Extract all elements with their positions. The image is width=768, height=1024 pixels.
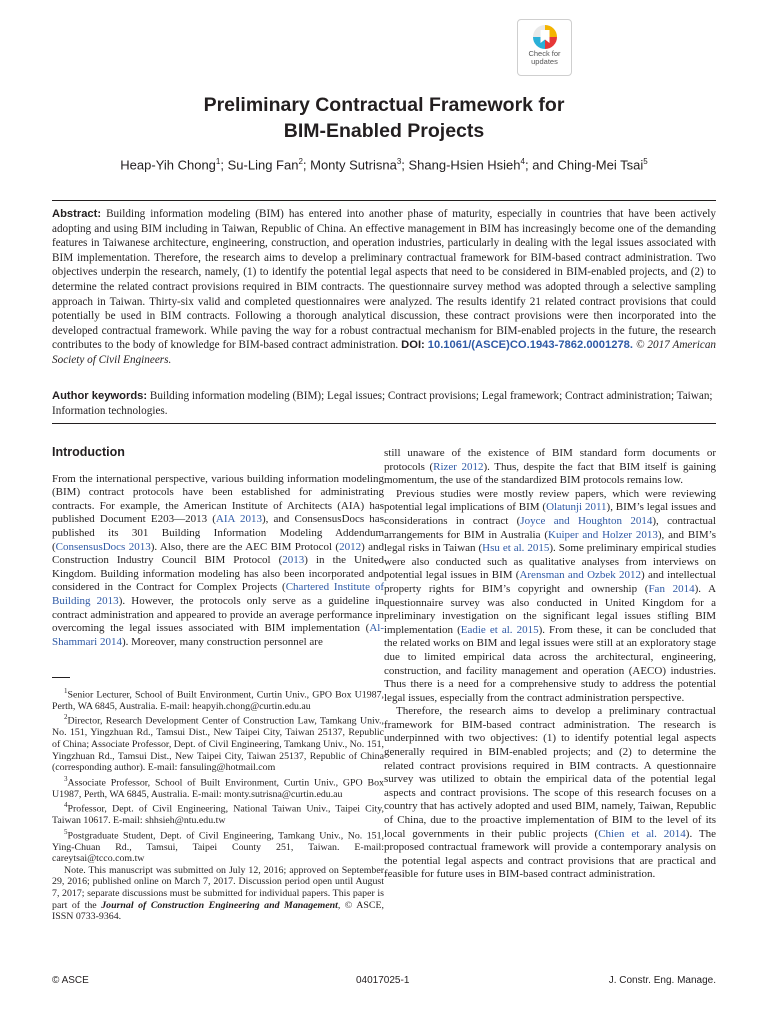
citation-link[interactable]: Hsu et al. 2015 (482, 542, 550, 555)
footer-publisher: © ASCE (52, 975, 89, 986)
abstract (52, 207, 716, 368)
citation-link[interactable]: Chien et al. 2014 (598, 827, 686, 840)
citation-link[interactable]: ConsensusDocs 2013 (55, 540, 151, 553)
footnote (52, 712, 384, 773)
footnote-text: Postgraduate Student, Dept. of Civil Engineering, Tamkang Univ., No. 151, Ying-Chuan Rd., Tamsui, Taipei County 251, Taiwan. E-mail: careytsai@tcco.com.tw (52, 830, 384, 865)
citation-link[interactable]: AIA 2013 (215, 513, 262, 526)
author-keywords (52, 389, 716, 418)
keywords-label: Author keywords: (52, 390, 148, 402)
paragraph: Therefore, the research aims to develop a preliminary contractual framework for BIM-based contract administration. The research is underpinned with two objectives: (1) to identify potential legal aspects generally required in BIM-enabled projects; and (2) to determine the related contract provisions required in BIM contracts. A questionnaire survey was utilized to obtain the empirical data of the potential legal aspects and contract provisions. The scope of this research focuses on a country that has actively adopted and used BIM, namely, Taiwan, Republic of China, due to the proactive implementation of BIM to the level of its local governments in their public projects (Chien et al. 2014). The proposed contractual framework will provide a contemporary analysis on the potential legal aspects and contract provisions that are practical and feasible for future uses in BIM-based contract administration. (384, 705, 717, 881)
author-name: Monty Sutrisna (310, 157, 397, 173)
paragraph: Previous studies were mostly review papers, which were reviewing potential legal implications of BIM (Olatunji 2011), BIM’s legal issues and considerations in contract (Joyce and Houghton 2014), contractual arrangements for BIM in Australia (Kuiper and Holzer 2013), and BIM’s legal risks in Taiwan (Hsu et al. 2015). Some preliminary empirical studies were also conducted such as qualitative analyses from interviews on potential legal issues in BIM (Arensman and Ozbek 2012) and intellectual property rights for BIM’s copyright and ownership (Fan 2014). A questionnaire survey was also conducted in United Kingdom for a preliminary investigation on the significant legal issues stifling BIM implementation (Eadie et al. 2015). From these, it can be concluded that the related works on BIM and legal issues were still at an exploratory stage due to limited empirical data across the architectural, engineering, construction, and facility management and operation (AECO) industries. Thus there is a need for a comprehensive study to address the potential legal issues, especially from the contract administration perspective. (384, 487, 717, 704)
citation-link[interactable]: Joyce and Houghton 2014 (520, 514, 653, 527)
right-column (384, 447, 716, 882)
abstract-text: Building information modeling (BIM) has entered into another phase of maturity, especially in countries that have been actively adopting and using BIM including in Taiwan, Republic of China. An effective management in BIM has increasingly become one of the demanding features in Taiwanese architecture, engineering, construction, and operation industries, particularly in dealing with the legal issues associated with BIM implementation. Therefore, the research aims to develop a preliminary contractual framework for BIM-based contract administration. Two objectives underpin the research, namely, (1) to identify the potential legal aspects that need to be considered in BIM-enabled projects, and (2) to determine the related contract provisions required in BIM contracts. The questionnaire survey method was adopted through a selective sampling approach in Taiwan. Thirty-six valid and completed questionnaires were analyzed. The results identify 21 related contract provisions that could potentially be used in BIM contracts. Following a thorough analytical discussion, these contract provisions were then incorporated into the developed contractual framework. While paving the way for a robust contractual mechanism for BIM-enabled projects in the future, the research contributes to the body of knowledge for BIM-based contract administration. (52, 208, 717, 352)
citation-link[interactable]: 2013 (282, 554, 305, 567)
abstract-bottom-rule (52, 423, 716, 424)
title-line2: BIM-Enabled Projects (283, 120, 485, 142)
citation-link[interactable]: 2012 (339, 540, 362, 553)
author-affiliation-mark: 1 (215, 157, 221, 166)
author-affiliation-mark: 2 (298, 157, 303, 166)
citation-link[interactable]: Chartered Institute of Building 2013 (52, 581, 384, 607)
footnote-text: Associate Professor, School of Built Environment, Curtin Univ., GPO Box U1987, Perth, WA 6845, Australia. E-mail: monty.sutrisna@curtin.edu.au (52, 777, 384, 800)
journal-name: Journal of Construction Engineering and Management (101, 899, 338, 911)
footnote-text: Senior Lecturer, School of Built Environment, Curtin Univ., GPO Box U1987, Perth, WA 6845, Australia. E-mail: heapyih.chong@curtin.edu.au (52, 689, 384, 712)
citation-link[interactable]: Olatunji 2011 (546, 501, 607, 514)
author-affiliation-mark: 4 (520, 157, 525, 166)
paragraph: still unaware of the existence of BIM standard form documents or protocols (Rizer 2012). Thus, despite the fact that BIM itself is gaining momentum, the use of the standardized BIM protocols remains low. (384, 447, 716, 487)
title-line1: Preliminary Contractual Framework for (203, 94, 565, 116)
footnote (52, 827, 384, 865)
footnote (52, 686, 384, 712)
author-name: Heap-Yih Chong (120, 157, 216, 173)
check-for-updates-badge[interactable] (517, 19, 572, 76)
footnote (52, 774, 384, 800)
author-list: Heap-Yih Chong$^1$; Su-Ling Fan$^2$; Monty Sutrisna$^3$; Shang-Hsien Hsieh$^4$; and Ching-Mei Tsai$^5$ (120, 157, 648, 173)
citation-link[interactable]: Fan 2014 (648, 582, 695, 595)
badge-text-line2: updates (531, 57, 558, 66)
footnote-mark: 2 (64, 713, 68, 722)
copyright-line: © 2017 American Society of Civil Engineers. (52, 339, 717, 366)
author-affiliation-mark: 3 (396, 157, 402, 166)
footnote-mark: 5 (64, 827, 68, 836)
author-affiliation-mark: 5 (643, 157, 648, 166)
citation-link[interactable]: Rizer 2012 (433, 460, 484, 473)
abstract-label: Abstract: (52, 208, 102, 220)
footnote-text: Director, Research Development Center of Construction Law, Tamkang Univ., No. 151, Yingzhuan Rd., Tamsui Dist., New Taipei City, Taiwan 25137, Republic of China; Associate Professor, Dept. of Civil Engineering, Tamkang Univ., No. 151, Yingzhuan Rd., Tamsui Dist., New Taipei City, Taiwan 25137, Republic of China (corresponding author). E-mail: fansuling@hotmail.com (52, 715, 384, 774)
author-name: Su-Ling Fan (227, 157, 299, 173)
citation-link[interactable]: Kuiper and Holzer 2013 (548, 528, 658, 541)
abstract-top-rule (52, 200, 716, 201)
citation-link[interactable]: Al-Shammari 2014 (52, 622, 384, 648)
keywords-text: Building information modeling (BIM); Legal issues; Contract provisions; Legal framework; Contract administration; Taiwan; Information technologies. (52, 390, 713, 417)
left-column (52, 446, 384, 649)
section-heading: Introduction (52, 445, 125, 459)
badge-text-line1: Check for (528, 49, 561, 58)
paragraph: From the international perspective, various building information modeling (BIM) contract protocols have been established for administrating contracts. For example, the American Institute of Architects (AIA) has published Document E203—2013 (AIA 2013), and ConsensusDocs has published its 301 Building Information Modeling Addendum (ConsensusDocs 2013). Also, there are the AEC BIM Protocol (2012) and Construction Industry Council BIM Protocol (2013) in the United Kingdom. Building information modeling has also been incorporated and considered in the Contract for Complex Projects (Chartered Institute of Building 2013). However, the protocols only serve as a guideline in contract administration and appeared to provide an average performance in overcoming the legal issues associated with BIM implementation (Al-Shammari 2014). Moreover, many construction personnel are (52, 472, 385, 648)
crossmark-icon (532, 24, 558, 50)
footer-page-id: 04017025-1 (356, 975, 410, 986)
doi-link[interactable]: 10.1061/(ASCE)CO.1943-7862.0001278. (427, 339, 633, 352)
doi-label: DOI: (401, 339, 425, 352)
footnote-mark: 1 (64, 687, 68, 695)
paper-title (0, 92, 768, 144)
footnote-text: Professor, Dept. of Civil Engineering, National Taiwan Univ., Taipei City, Taiwan 10617. E-mail: shhsieh@ntu.edu.tw (52, 803, 384, 827)
footnote-mark: 4 (64, 801, 68, 810)
footnotes (52, 686, 384, 923)
submission-note: Note. This manuscript was submitted on July 12, 2016; approved on September 29, 2016; published online on March 7, 2017. Discussion period open until August 7, 2017; separate discussions must be submitted for individual papers. This paper is part of the Journal of Construction Engineering and Management, © ASCE, ISSN 0733-9364. (52, 864, 384, 923)
footer-journal: J. Constr. Eng. Manage. (608, 975, 716, 986)
author-name: Shang-Hsien Hsieh (408, 157, 521, 173)
footnote-rule (52, 677, 70, 678)
footnote (52, 800, 384, 826)
footnote-mark: 3 (64, 774, 68, 783)
author-name: Ching-Mei Tsai (557, 157, 644, 173)
citation-link[interactable]: Eadie et al. 2015 (460, 623, 539, 636)
citation-link[interactable]: Arensman and Ozbek 2012 (519, 569, 642, 582)
